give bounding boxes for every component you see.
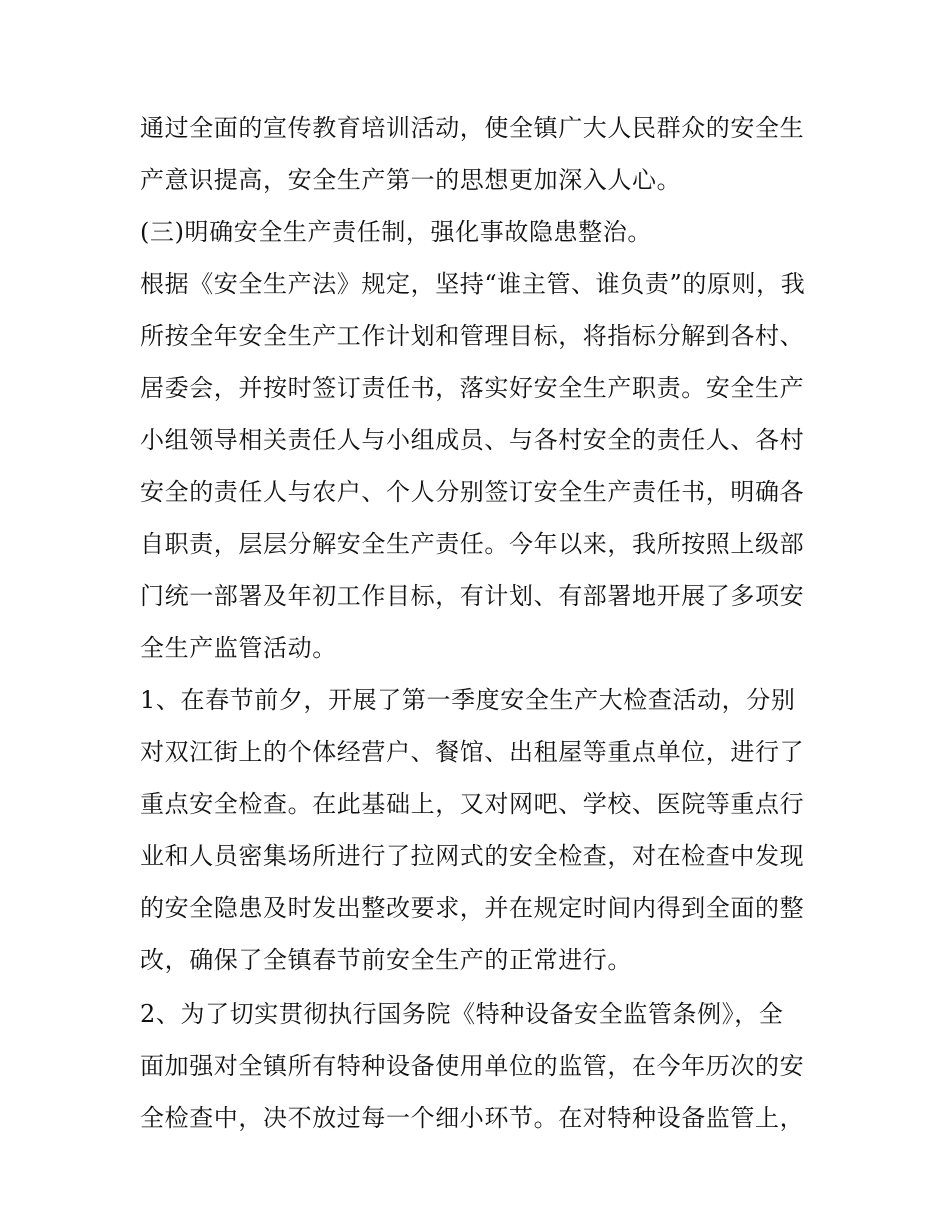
list-item-line: 的安全隐患及时发出整改要求，并在规定时间内得到全面的整: [140, 894, 805, 922]
paragraph-line: 产意识提高，安全生产第一的思想更加深入人心。: [140, 166, 682, 194]
list-item-line: 对双江街上的个体经营户、餐馆、出租屋等重点单位，进行了: [140, 738, 805, 766]
list-item-line: 2、为了切实贯彻执行国务院《特种设备安全监管条例》，全: [140, 1000, 784, 1028]
list-item-line: 业和人员密集场所进行了拉网式的安全检查，对在检查中发现: [140, 842, 805, 870]
paragraph-line: 居委会，并按时签订责任书，落实好安全生产职责。安全生产: [140, 374, 805, 402]
paragraph-line: 小组领导相关责任人与小组成员、与各村安全的责任人、各村: [140, 426, 805, 454]
list-item-line: 重点安全检查。在此基础上，又对网吧、学校、医院等重点行: [140, 790, 805, 818]
list-item-line: 全检查中，决不放过每一个细小环节。在对特种设备监管上，: [140, 1104, 805, 1132]
list-item-line: 1、在春节前夕，开展了第一季度安全生产大检查活动，分别: [140, 686, 796, 714]
paragraph-line: 全生产监管活动。: [140, 634, 337, 662]
paragraph-line: 所按全年安全生产工作计划和管理目标，将指标分解到各村、: [140, 322, 805, 350]
paragraph-line: 门统一部署及年初工作目标，有计划、有部署地开展了多项安: [140, 582, 805, 610]
section-heading: (三)明确安全生产责任制，强化事故隐患整治。: [140, 218, 652, 246]
paragraph-line: 自职责，层层分解安全生产责任。今年以来，我所按照上级部: [140, 530, 805, 558]
paragraph-line: 根据《安全生产法》规定，坚持“谁主管、谁负责”的原则，我: [140, 270, 806, 298]
paragraph-line: 安全的责任人与农户、个人分别签订安全生产责任书，明确各: [140, 478, 805, 506]
list-item-line: 面加强对全镇所有特种设备使用单位的监管，在今年历次的安: [140, 1052, 805, 1080]
paragraph-line: 通过全面的宣传教育培训活动，使全镇广大人民群众的安全生: [140, 114, 805, 142]
list-item-line: 改，确保了全镇春节前安全生产的正常进行。: [140, 946, 632, 974]
